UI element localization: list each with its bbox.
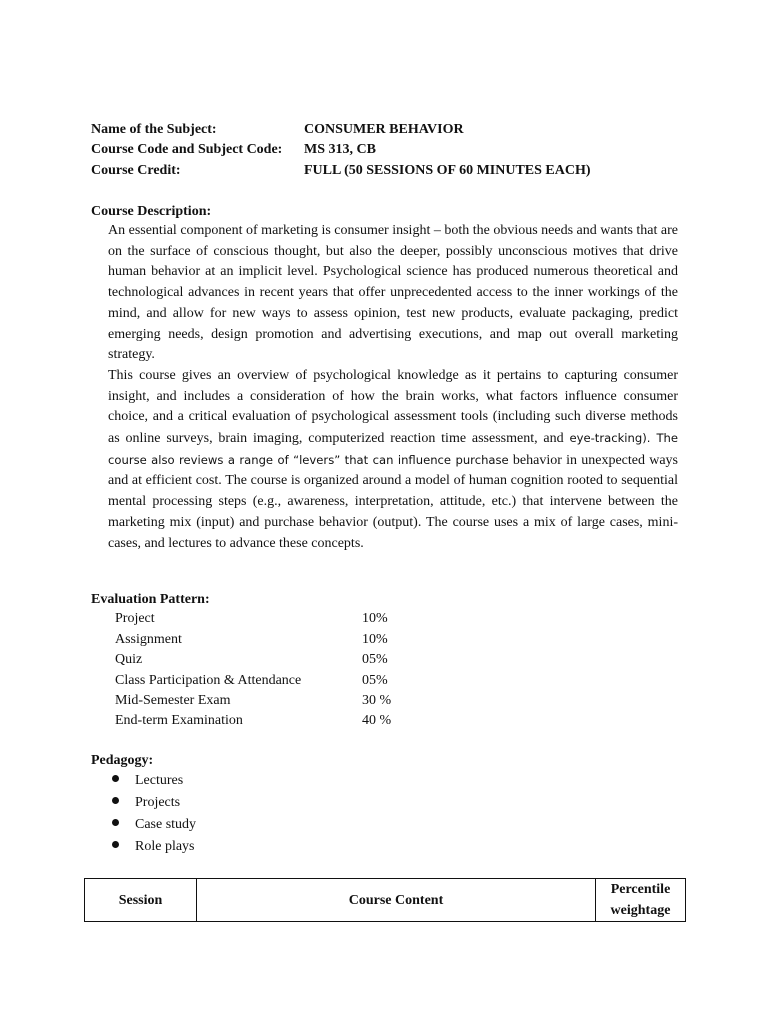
pedagogy-item bbox=[112, 837, 195, 857]
course-code-value: MS 313, CB bbox=[304, 142, 376, 157]
evaluation-value: 10% bbox=[362, 632, 388, 647]
pedagogy-item-label: Role plays bbox=[135, 839, 195, 854]
evaluation-label: End-term Examination bbox=[115, 713, 243, 728]
evaluation-value: 05% bbox=[362, 652, 388, 667]
pedagogy-item-label: Projects bbox=[135, 795, 181, 810]
pedagogy-title: Pedagogy: bbox=[91, 753, 154, 768]
description-paragraph-1: An essential component of marketing is consumer insight – both the obvious needs and wants that are on the surface of conscious thought, but also the deeper, possibly unconscious motives that drive human behavior at an implicit level. Psychological science has produced numerous theoretical and technological advances in recent years that offer unprecedented access to the inner workings of the mind, and allow for new ways to assess opinion, test new products, evaluate packaging, predict emerging needs, design promotion and advertising executions, and map out overall marketing strategy. bbox=[108, 223, 678, 363]
percentile-header-line2: weightage bbox=[610, 903, 671, 918]
evaluation-label: Assignment bbox=[115, 632, 182, 647]
evaluation-label: Project bbox=[115, 611, 155, 626]
session-header: Session bbox=[85, 879, 197, 922]
evaluation-row bbox=[115, 711, 392, 731]
subject-name-value: CONSUMER BEHAVIOR bbox=[304, 122, 464, 137]
subject-name-label: Name of the Subject: bbox=[91, 122, 217, 137]
session-table bbox=[84, 878, 686, 922]
bullet-icon bbox=[112, 841, 119, 848]
evaluation-row bbox=[115, 650, 388, 670]
evaluation-value: 10% bbox=[362, 611, 388, 626]
course-credit-value: FULL (50 SESSIONS OF 60 MINUTES EACH) bbox=[304, 163, 591, 178]
bullet-icon bbox=[112, 775, 119, 782]
evaluation-row bbox=[115, 691, 392, 711]
course-credit-label: Course Credit: bbox=[91, 163, 181, 178]
course-content-header: Course Content bbox=[197, 879, 596, 922]
course-credit-row bbox=[91, 161, 591, 181]
session-table-header-row bbox=[85, 879, 686, 922]
evaluation-row bbox=[115, 609, 388, 629]
description-paragraph-2-start: This course gives an overview of psychological knowledge as it pertains to capturing consumer insight, and includes a consideration of how the brain works, what factors influence consumer choice, and a critical evaluation of psychological assessment tools (including such diverse methods as online surveys, brain imaging, computerized reaction time assessment, and bbox=[108, 367, 678, 447]
evaluation-row bbox=[115, 671, 388, 691]
course-description-title: Course Description: bbox=[91, 204, 212, 219]
pedagogy-item bbox=[112, 815, 196, 835]
percentile-weightage-header bbox=[596, 879, 686, 922]
pedagogy-item bbox=[112, 793, 180, 813]
pedagogy-item-label: Case study bbox=[135, 817, 197, 832]
course-description-body bbox=[108, 221, 678, 554]
evaluation-value: 40 % bbox=[362, 713, 392, 728]
evaluation-label: Class Participation & Attendance bbox=[115, 673, 302, 688]
description-paragraph-2-end: behavior in unexpected ways and at efficient cost. The course is organized around a model of human cognition rooted to sequential mental processing steps (e.g., awareness, interpretation, attitude, etc.) that intervene between the marketing mix (input) and purchase behavior (output). The course uses a mix of large cases, mini-cases, and lectures to advance these concepts. bbox=[108, 452, 679, 551]
description-paragraph-2 bbox=[108, 366, 678, 554]
subject-name-row bbox=[91, 120, 464, 140]
percentile-header-line1: Percentile bbox=[610, 882, 671, 897]
course-code-label: Course Code and Subject Code: bbox=[91, 142, 283, 157]
pedagogy-item bbox=[112, 771, 183, 791]
evaluation-label: Quiz bbox=[115, 652, 143, 667]
pedagogy-item-label: Lectures bbox=[135, 773, 184, 788]
course-code-row bbox=[91, 140, 376, 160]
evaluation-pattern-title: Evaluation Pattern: bbox=[91, 592, 210, 607]
bullet-icon bbox=[112, 819, 119, 826]
evaluation-row bbox=[115, 630, 388, 650]
evaluation-value: 05% bbox=[362, 673, 388, 688]
description-paragraph-2-sans: eye-tracking). The course also reviews a range of “levers” that can influence purchase bbox=[108, 431, 679, 467]
evaluation-value: 30 % bbox=[362, 693, 392, 708]
evaluation-label: Mid-Semester Exam bbox=[115, 693, 231, 708]
bullet-icon bbox=[112, 797, 119, 804]
